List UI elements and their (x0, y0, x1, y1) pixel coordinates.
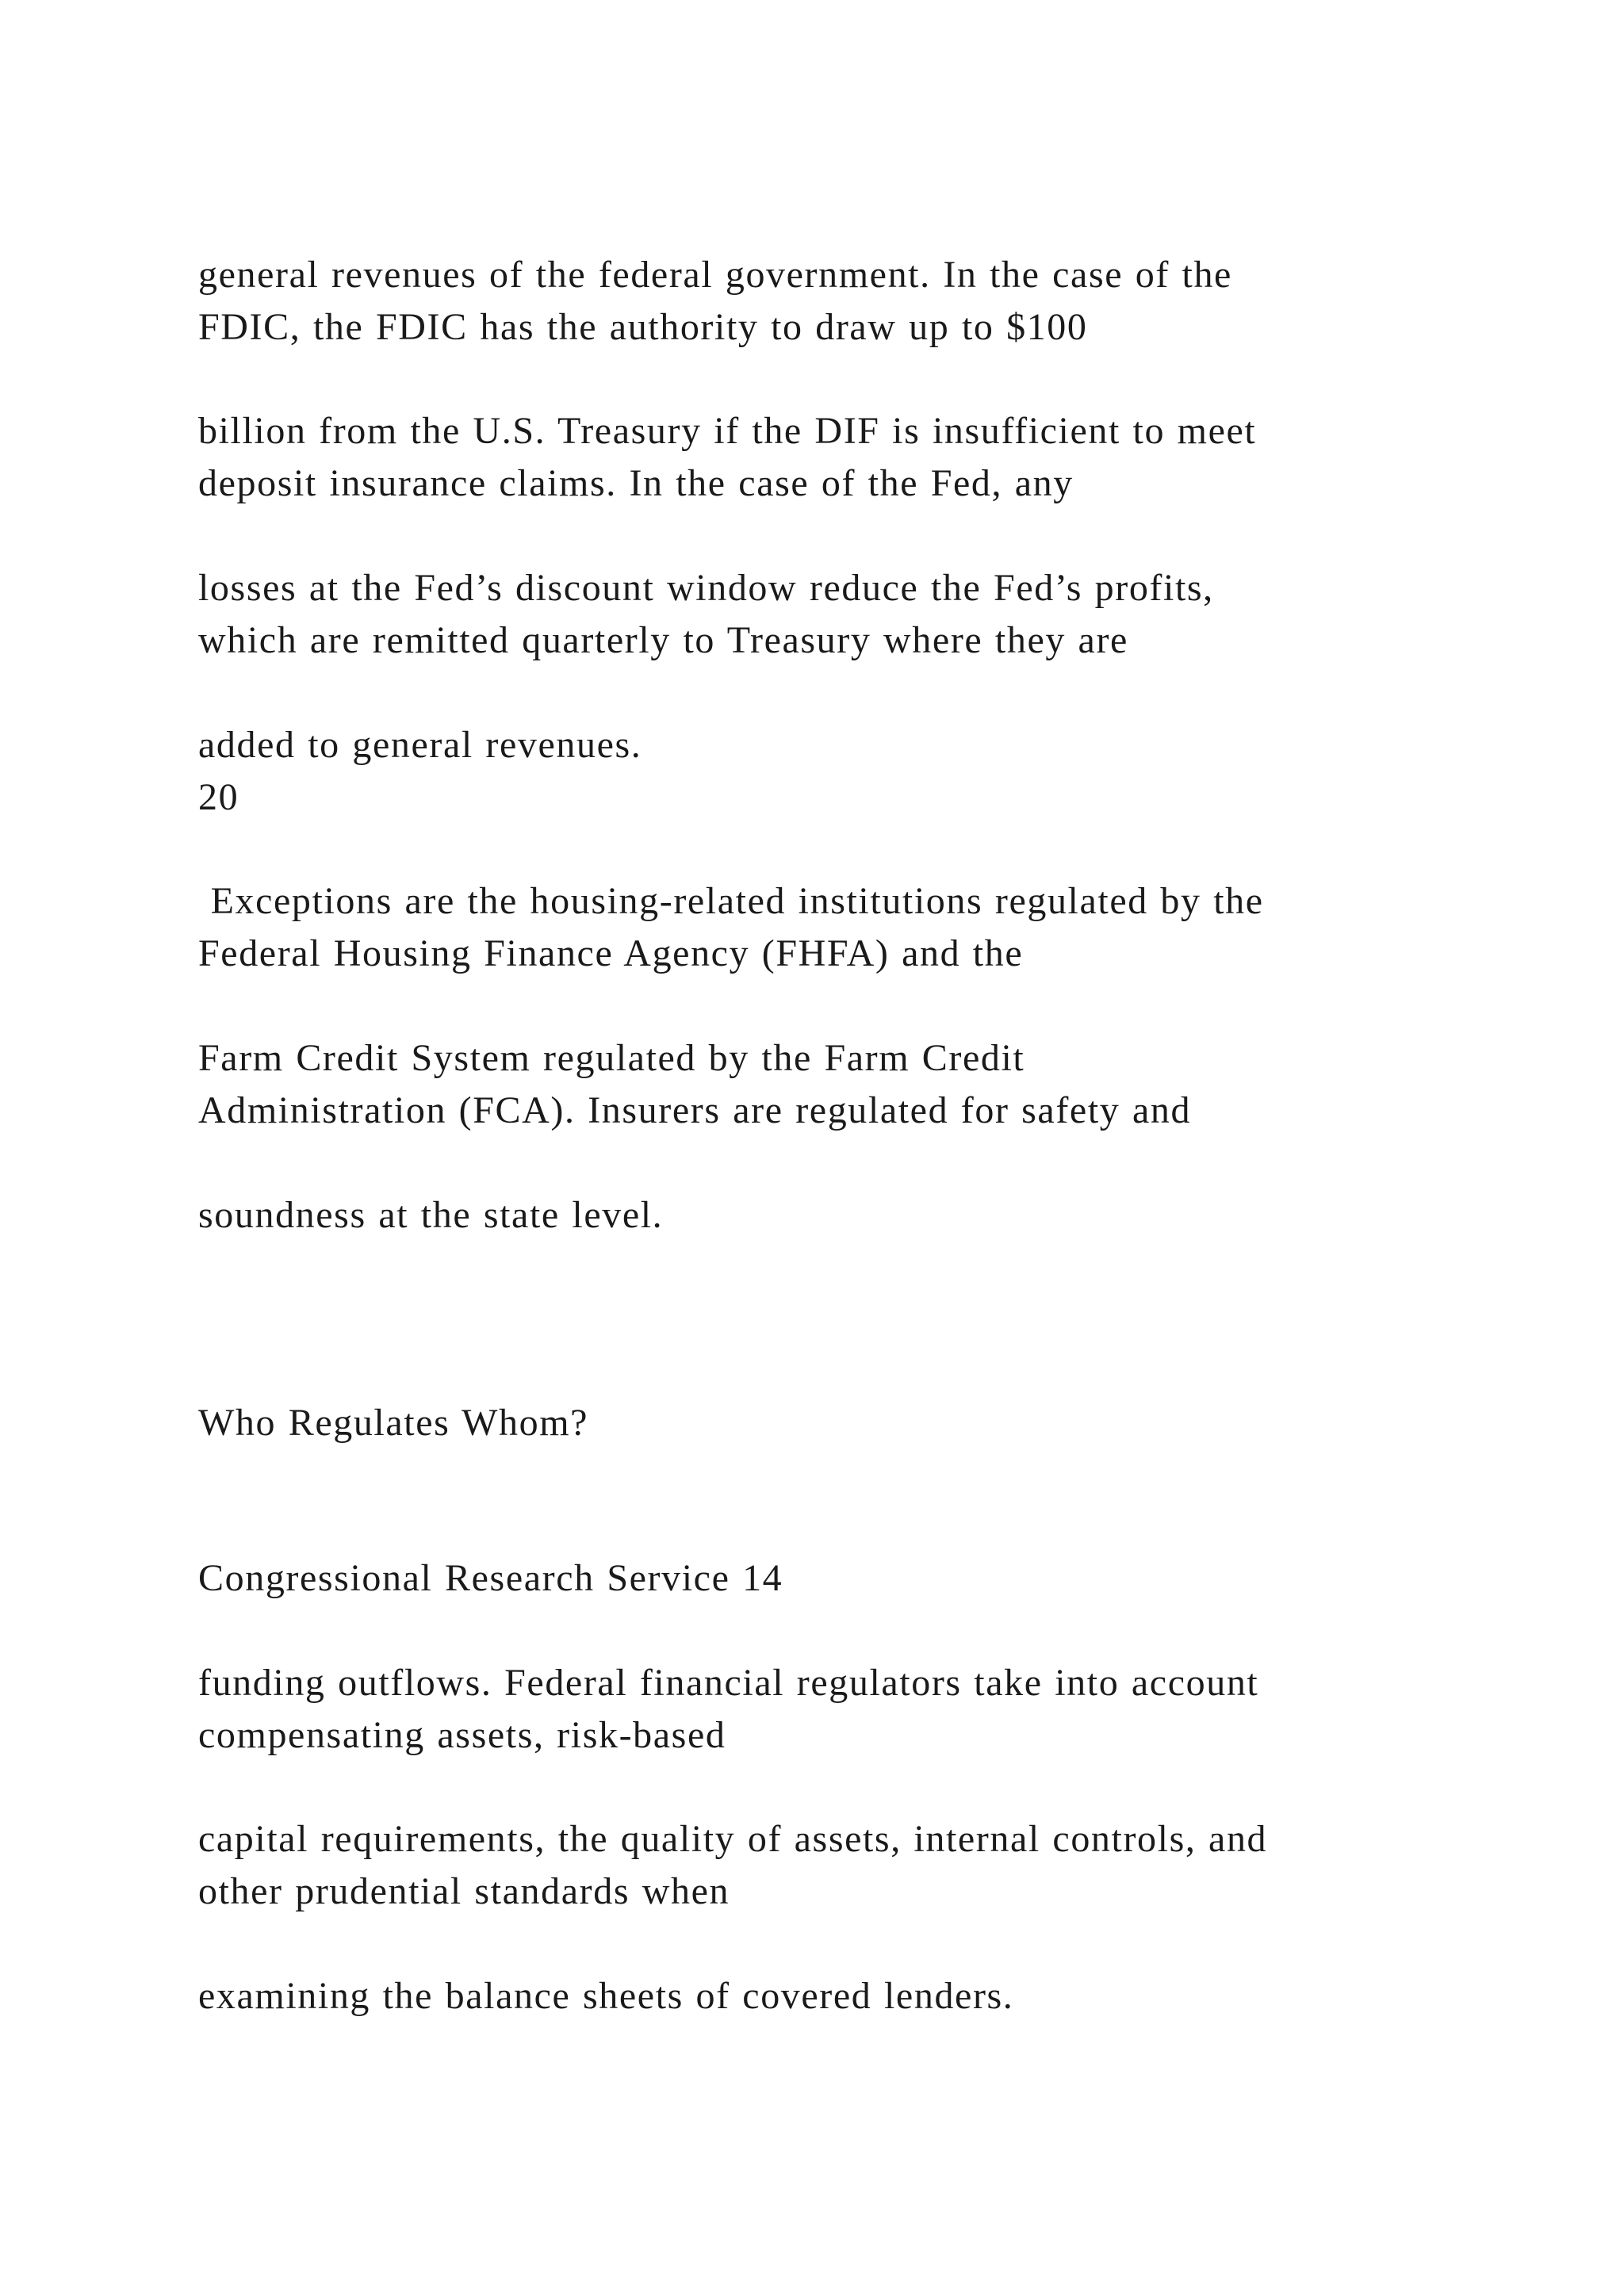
text-line: capital requirements, the quality of assets, internal controls, and (198, 1818, 1268, 1860)
text-line: Administration (FCA). Insurers are regulated for safety and (198, 1089, 1192, 1131)
text-line: FDIC, the FDIC has the authority to draw up to $100 (198, 306, 1088, 348)
text-line: Federal Housing Finance Agency (FHFA) and the (198, 932, 1024, 974)
text-line: examining the balance sheets of covered lenders. (198, 1975, 1014, 2017)
text-line: Farm Credit System regulated by the Farm Credit (198, 1037, 1025, 1079)
footnote-number: 20 (198, 776, 239, 818)
text-line: added to general revenues. (198, 724, 642, 766)
text-line: soundness at the state level. (198, 1194, 664, 1236)
text-line: funding outflows. Federal financial regulators take into account (198, 1662, 1259, 1704)
text-line: which are remitted quarterly to Treasury where they are (198, 619, 1128, 661)
text-line: billion from the U.S. Treasury if the DIF is insufficient to meet (198, 410, 1257, 452)
page-header-title: Who Regulates Whom? (198, 1402, 589, 1444)
text-line: other prudential standards when (198, 1870, 730, 1912)
text-line: Exceptions are the housing-related institutions regulated by the (198, 880, 1264, 922)
text-line: deposit insurance claims. In the case of the Fed, any (198, 462, 1074, 504)
text-line: general revenues of the federal government. In the case of the (198, 254, 1232, 296)
page-header-source: Congressional Research Service 14 (198, 1557, 783, 1599)
text-line: losses at the Fed’s discount window reduce the Fed’s profits, (198, 567, 1214, 609)
text-line: compensating assets, risk-based (198, 1714, 726, 1756)
